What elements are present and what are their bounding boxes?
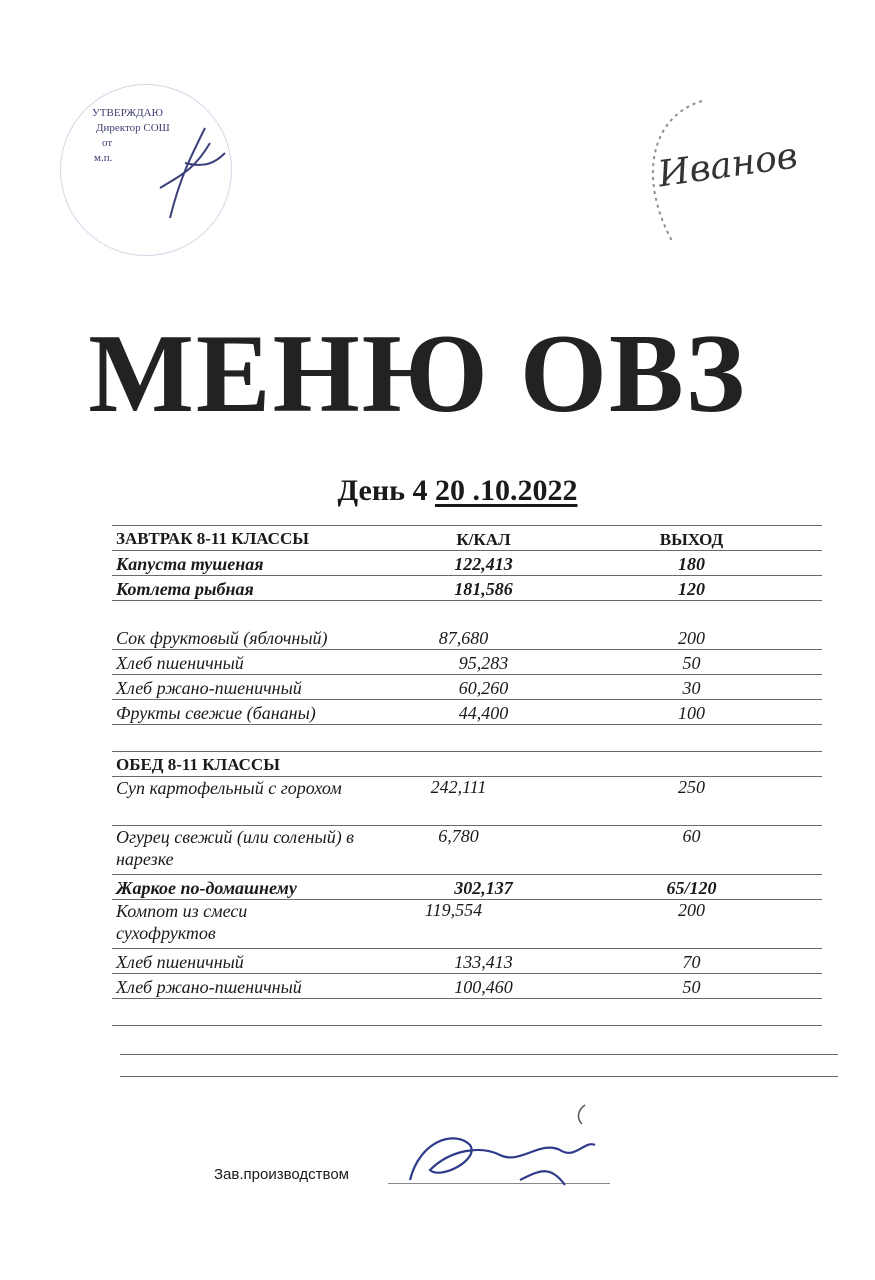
dish-name: Капуста тушеная [116, 554, 264, 574]
dish-kcal: 95,283 [458, 653, 509, 673]
dish-output: 250 [678, 777, 705, 797]
dish-name: Хлеб пшеничный [116, 952, 244, 972]
table-row [112, 777, 822, 826]
menu-date: 20 .10.2022 [434, 474, 578, 507]
table-row [112, 675, 822, 700]
dish-kcal: 119,554 [424, 900, 483, 920]
dish-name: Фрукты свежие (бананы) [116, 703, 316, 723]
day-heading [0, 474, 875, 508]
director-signature [150, 118, 230, 228]
day-label: День 4 [337, 474, 428, 507]
kcal-header: К/КАЛ [456, 530, 511, 549]
dish-name: Хлеб ржано-пшеничный [116, 977, 302, 997]
table-row-empty [112, 999, 822, 1026]
dish-kcal: 44,400 [458, 703, 509, 723]
table-row [112, 875, 822, 900]
dish-name: Огурец свежий (или соленый) в нарезке [116, 827, 354, 869]
approval-from: от [102, 137, 113, 149]
dish-output: 100 [678, 703, 705, 723]
dish-kcal: 87,680 [438, 628, 489, 648]
dish-output: 70 [682, 952, 701, 972]
breakfast-header: ЗАВТРАК 8-11 КЛАССЫ [116, 529, 309, 548]
table-row-empty [112, 725, 822, 752]
table-line [120, 1076, 838, 1077]
dish-output: 60 [682, 826, 701, 846]
approval-seal-mark: м.п. [94, 152, 113, 164]
dish-kcal: 122,413 [454, 554, 513, 574]
dish-kcal: 181,586 [454, 579, 513, 599]
table-row [112, 551, 822, 576]
table-row [112, 601, 822, 650]
table-row [112, 650, 822, 675]
manager-signature [400, 1100, 610, 1200]
dish-name: Хлеб пшеничный [116, 653, 244, 673]
table-row [112, 576, 822, 601]
approval-position: Директор СОШ [96, 122, 170, 134]
dish-kcal: 302,137 [454, 878, 513, 898]
dish-name: Суп картофельный с горохом [116, 778, 342, 798]
table-header-row [112, 525, 822, 551]
dish-name: Котлета рыбная [116, 579, 254, 599]
menu-table [112, 525, 822, 1026]
table-row [112, 900, 822, 949]
dish-kcal: 6,780 [438, 826, 479, 846]
table-row [112, 700, 822, 725]
dish-kcal: 60,260 [458, 678, 509, 698]
signature-right-text: Иванов [655, 135, 800, 196]
lunch-header: ОБЕД 8-11 КЛАССЫ [116, 755, 280, 774]
table-row [112, 974, 822, 999]
table-row [112, 826, 822, 875]
dish-name: Хлеб ржано-пшеничный [116, 678, 302, 698]
dish-output: 200 [678, 628, 705, 648]
dish-kcal: 100,460 [454, 977, 513, 997]
dish-name: Жаркое по-домашнему [116, 878, 297, 898]
dish-output: 50 [682, 977, 701, 997]
table-line [120, 1054, 838, 1055]
signature-right [650, 118, 800, 198]
dish-output: 120 [678, 579, 705, 599]
dish-name: Сок фруктовый (яблочный) [116, 628, 328, 648]
dish-output: 65/120 [666, 878, 717, 898]
dish-output: 30 [682, 678, 701, 698]
dish-output: 50 [682, 653, 701, 673]
dish-kcal: 133,413 [454, 952, 513, 972]
dish-output: 180 [678, 554, 705, 574]
output-header: ВЫХОД [659, 530, 724, 549]
dish-name: Компот из смеси сухофруктов [116, 901, 248, 943]
dish-output: 200 [678, 900, 705, 920]
dish-kcal: 242,111 [430, 777, 487, 797]
footer-label: Зав.производством [214, 1166, 349, 1183]
table-row [112, 949, 822, 974]
approval-title: УТВЕРЖДАЮ [92, 107, 163, 119]
lunch-header-row [112, 752, 822, 777]
page-title: МЕНЮ ОВЗ [88, 312, 747, 436]
